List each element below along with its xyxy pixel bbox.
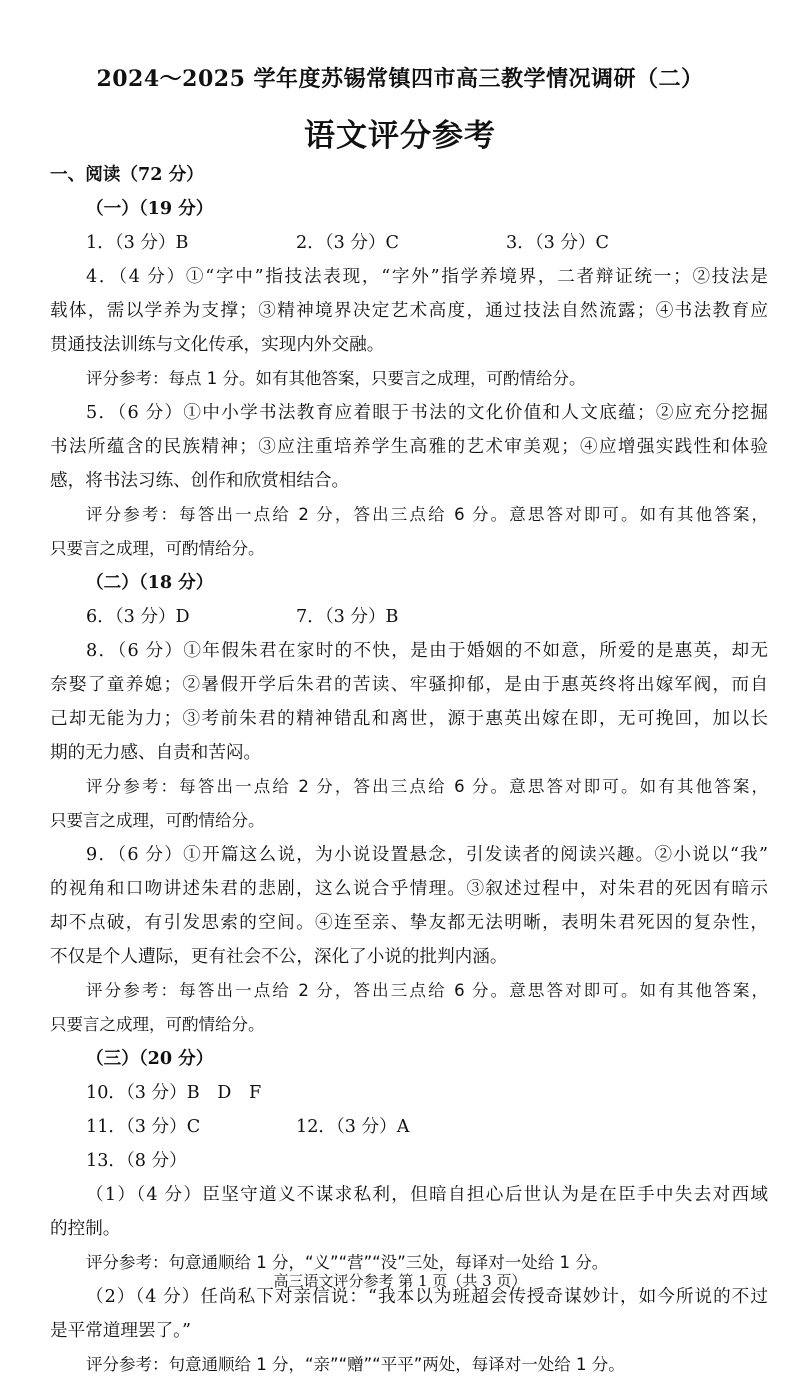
scoring-note-q5: 只要言之成理，可酌情给分。 (50, 539, 265, 558)
scoring-note-q9: 评分参考：每答出一点给 2 分，答出三点给 6 分。意思答对即可。如有其他答案， (86, 981, 768, 1000)
answer-q9-line: 的视角和口吻讲述朱君的悲剧，这么说合乎情理。③叙述过程中，对朱君的死因有暗示 (50, 879, 768, 899)
scoring-note-q8: 只要言之成理，可酌情给分。 (50, 811, 265, 830)
part2-heading: （二）（18 分） (86, 572, 214, 593)
page-footer: 高三语文评分参考 第 1 页（共 3 页） (273, 1272, 527, 1290)
answer-q12: 12．（3 分）A (296, 1117, 410, 1137)
answer-q7: 7．（3 分）B (296, 607, 399, 627)
document-title: 2024～2025 学年度苏锡常镇四市高三教学情况调研（二） (96, 66, 704, 92)
document-subtitle: 语文评分参考 (304, 118, 496, 154)
scoring-note-q4: 评分参考：每点 1 分。如有其他答案，只要言之成理，可酌情给分。 (86, 369, 586, 388)
answer-q13-2-line: 是平常道理罢了。” (50, 1321, 191, 1341)
scoring-note-q13-1: 评分参考：句意通顺给 1 分，“义”“营”“没”三处，每译对一处给 1 分。 (86, 1253, 609, 1272)
answer-q2: 2．（3 分）C (296, 233, 400, 253)
answer-q13-heading: 13．（8 分） (86, 1151, 187, 1171)
answer-q1: 1．（3 分）B (86, 233, 189, 253)
scoring-note-q8: 评分参考：每答出一点给 2 分，答出三点给 6 分。意思答对即可。如有其他答案， (86, 777, 768, 796)
multiple-choice-row-1-3 (50, 226, 768, 260)
answer-q5-line: 书法所蕴含的民族精神；③应注重培养学生高雅的艺术审美观；④应增强实践性和体验 (50, 437, 768, 457)
multiple-choice-row-6-7 (50, 600, 768, 634)
answer-q11: 11．（3 分）C (86, 1117, 201, 1137)
answer-q9-line: 却不点破，有引发思索的空间。④连至亲、挚友都无法明晰，表明朱君死因的复杂性， (50, 913, 768, 933)
answer-q4-line: 载体，需以学养为支撑；③精神境界决定艺术高度，通过技法自然流露；④书法教育应 (50, 301, 768, 321)
scoring-note-q5: 评分参考：每答出一点给 2 分，答出三点给 6 分。意思答对即可。如有其他答案， (86, 505, 768, 524)
section-heading-reading: 一、阅读（72 分） (50, 164, 204, 185)
part1-heading: （一）（19 分） (86, 198, 214, 219)
answer-q8-line: 期的无力感、自责和苦闷。 (50, 743, 262, 763)
answer-q5-line: 感，将书法习练、创作和欣赏相结合。 (50, 471, 350, 491)
answer-q4-line: 4．（4 分）①“字中”指技法表现，“字外”指学养境界，二者辩证统一；②技法是 (86, 267, 768, 287)
answer-q13-2-line: （2）（4 分）任尚私下对亲信说：“我本以为班超会传授奇谋妙计，如今所说的不过 (86, 1287, 768, 1307)
answer-q9-line: 9．（6 分）①开篇这么说，为小说设置悬念，引发读者的阅读兴趣。②小说以“我” (86, 845, 768, 865)
part3-heading: （三）（20 分） (86, 1048, 214, 1069)
answer-q8-line: 8．（6 分）①年假朱君在家时的不快，是由于婚姻的不如意，所爱的是惠英，却无 (86, 641, 768, 661)
answer-q6: 6．（3 分）D (86, 607, 190, 627)
scoring-note-q9: 只要言之成理，可酌情给分。 (50, 1015, 265, 1034)
scoring-note-q13-2: 评分参考：句意通顺给 1 分，“亲”“赠”“平平”两处，每译对一处给 1 分。 (86, 1355, 625, 1374)
answer-q8-line: 奈娶了童养媳；②暑假开学后朱君的苦读、牢骚抑郁，是由于惠英终将出嫁军阀，而自 (50, 675, 768, 695)
answer-q4-line: 贯通技法训练与文化传承，实现内外交融。 (50, 335, 385, 355)
answer-q10: 10．（3 分）B D F (86, 1083, 262, 1103)
answer-q8-line: 己却无能为力；③考前朱君的精神错乱和离世，源于惠英出嫁在即，无可挽回，加以长 (50, 709, 768, 729)
answer-q3: 3．（3 分）C (506, 233, 610, 253)
answer-q9-line: 不仅是个人遭际，更有社会不公，深化了小说的批判内涵。 (50, 947, 508, 967)
answer-content (50, 158, 768, 1382)
answer-q13-1-line: （1）（4 分）臣坚守道义不谋求私利，但暗自担心后世认为是在臣手中失去对西域 (86, 1185, 768, 1205)
answer-q13-1-line: 的控制。 (50, 1219, 121, 1239)
answer-q5-line: 5．（6 分）①中小学书法教育应着眼于书法的文化价值和人文底蕴；②应充分挖掘 (86, 403, 768, 423)
multiple-choice-row-11-12 (50, 1110, 768, 1144)
